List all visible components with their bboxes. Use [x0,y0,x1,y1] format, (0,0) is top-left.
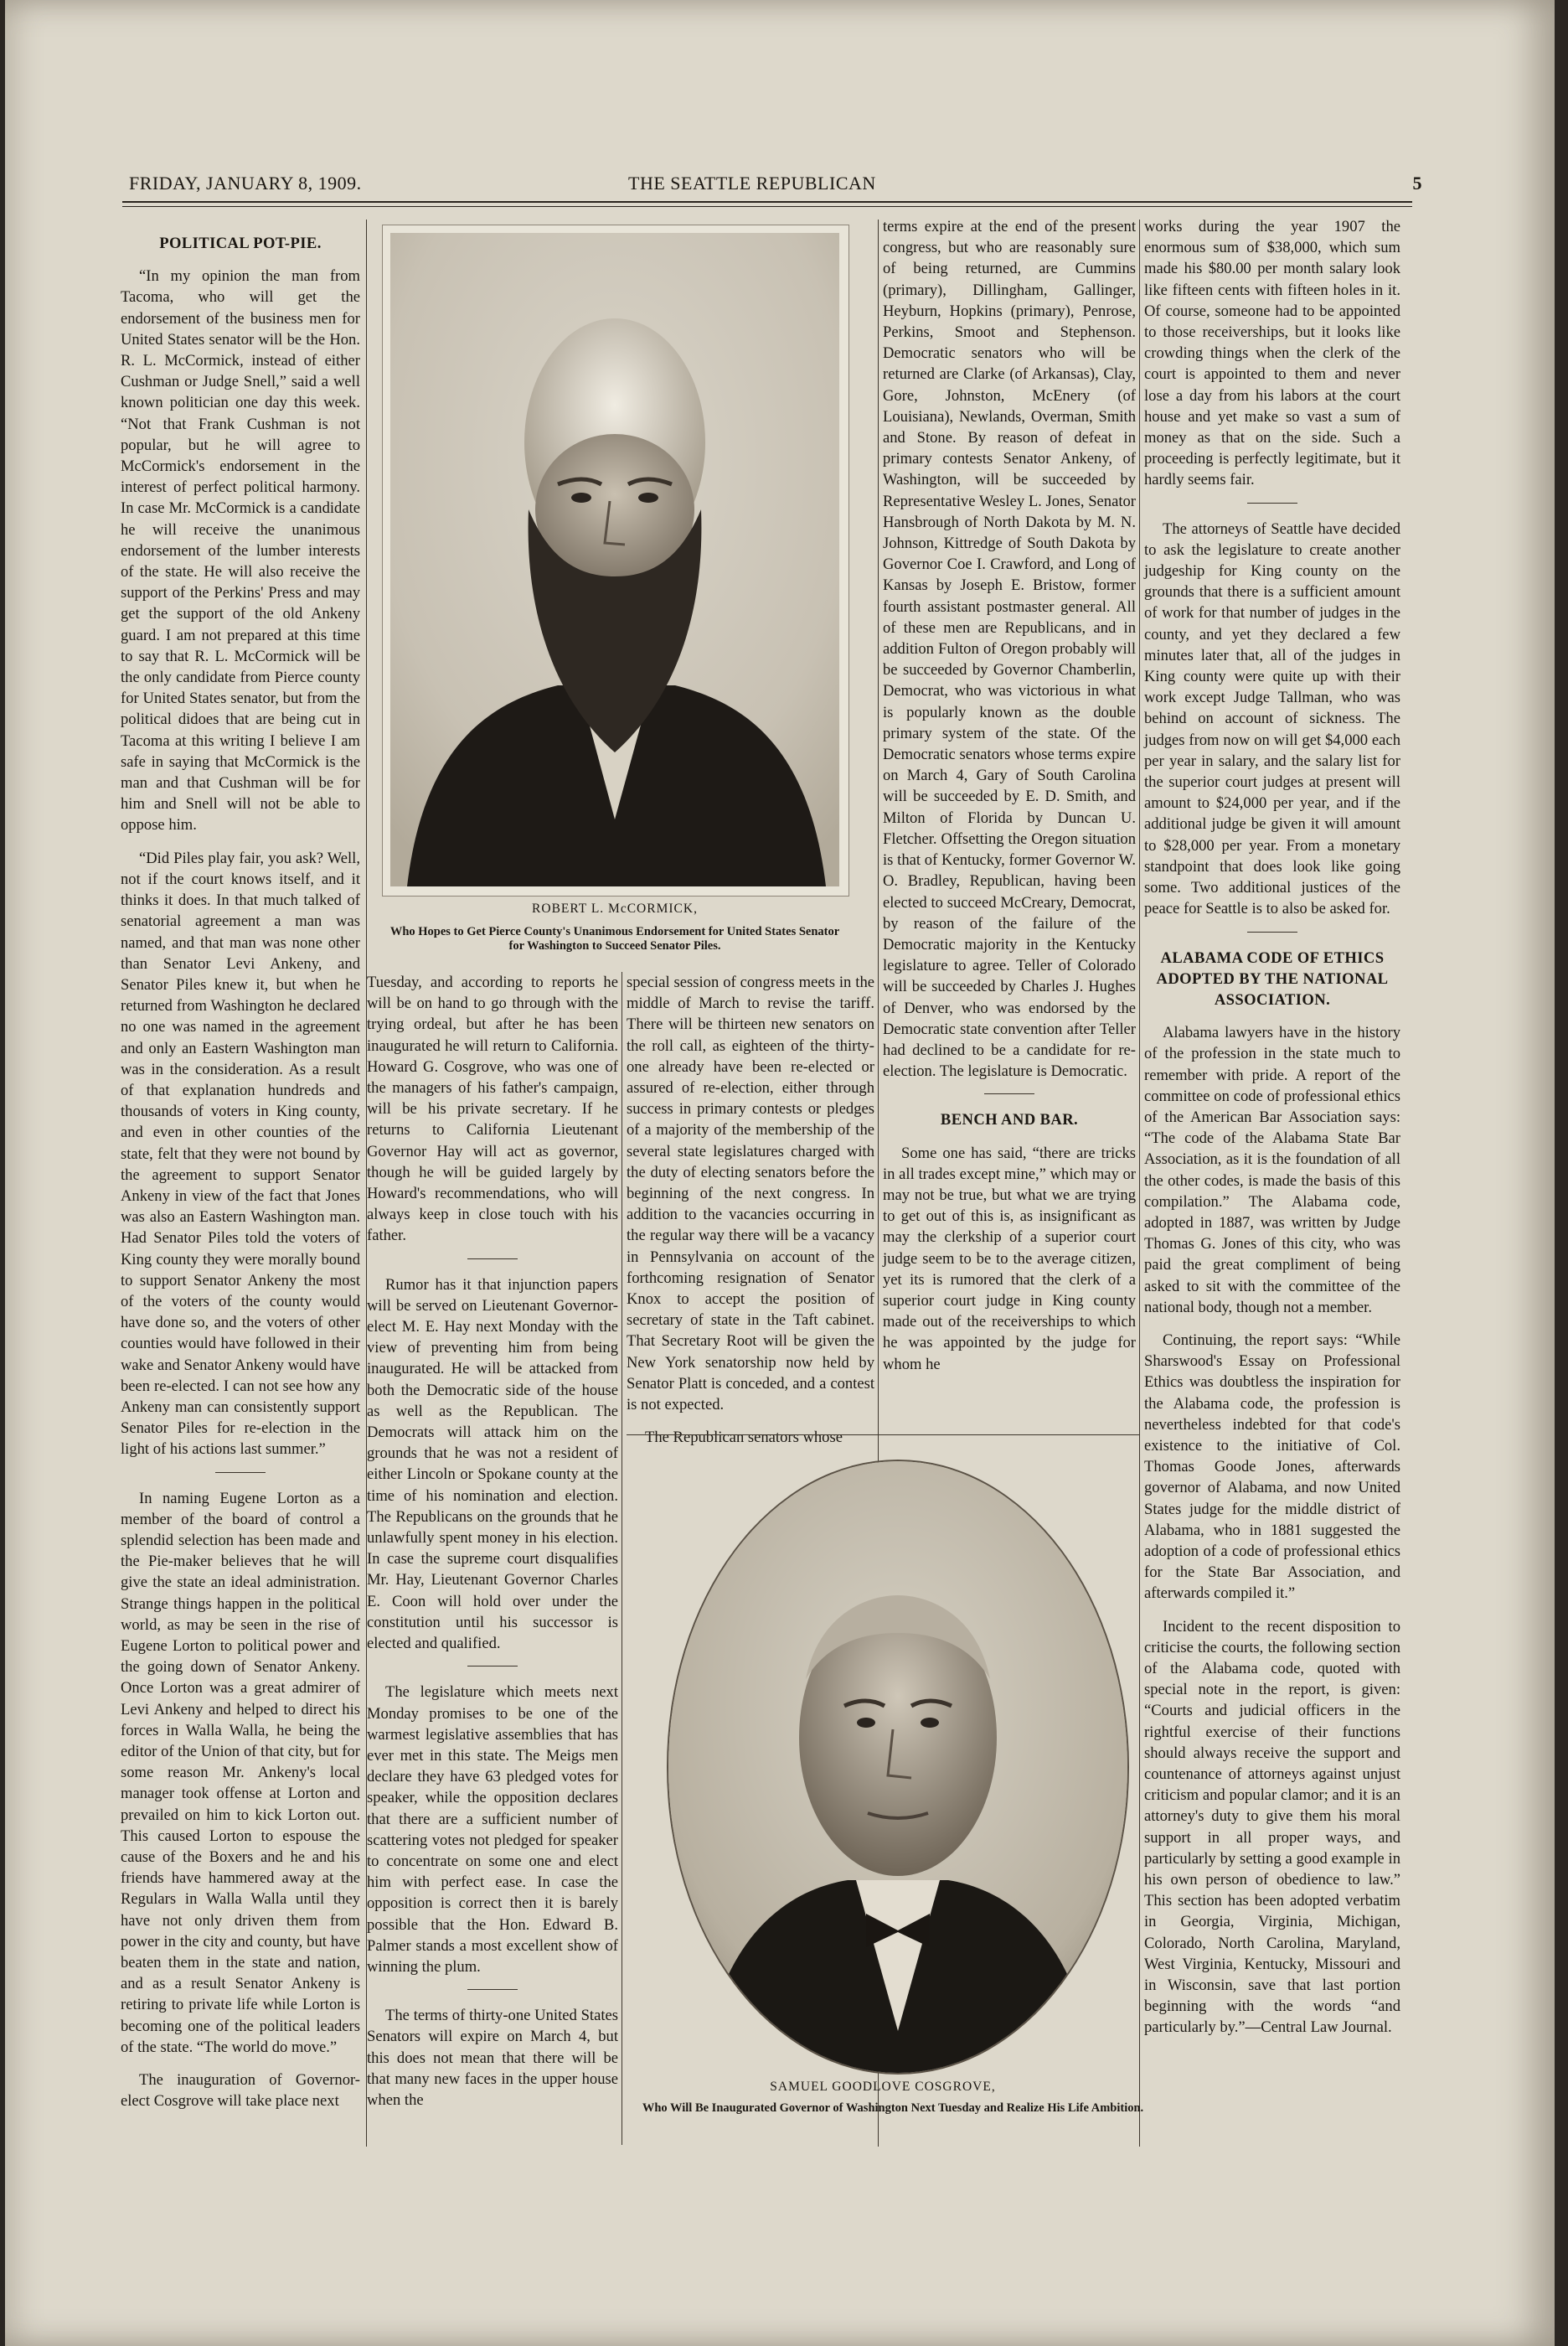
article-paragraph: Continuing, the report says: “While Sharswood's Essay on Professional Ethics was doubtless the inspiration for the Alabama code, the profession is nevertheless indebted for that code's existence to the initiative of Col. Thomas Goode Jones, afterwards governor of Alabama, and now United States judge for the middle district of Alabama, who in 1881 suggested the adoption of a code of professional ethics for the State Bar Association, and afterwards compiled it.” [1144,1331,1400,1603]
caption-mccormick: Who Hopes to Get Pierce County's Unanimous Endorsement for United States Senator for Washington to Succeed Senator Piles. [389,925,840,953]
caption-name-cosgrove: SAMUEL GOODLOVE COSGROVE, [770,2080,996,2094]
section-divider [1247,932,1297,933]
article-paragraph: Alabama lawyers have in the history of the profession in the state much to remember with pride. A report of the committee on code of professional ethics of the American Bar Association says: “The code of the Alabama State Bar Association, as it is the foundation of all the other codes, is made the basis of this compilation.” The Alabama code, adopted in 1887, was written by Judge Thomas G. Jones of this city, who was paid the great compliment of being asked to sit with the committee of the national body, though not a member. [1144,1024,1400,1316]
caption-name-mccormick: ROBERT L. McCORMICK, [532,902,698,916]
column-3 [627,972,874,1460]
page-number: 5 [1412,173,1422,194]
column-rule [1139,220,1140,2147]
heading-political-pot-pie: POLITICAL POT-PIE. [159,235,322,252]
column-4 [883,216,1136,1387]
article-paragraph: “Did Piles play fair, you ask? Well, not if the court knows itself, and it thinks it does. In that much talked of senatorial agreement a man was named, and that man was none other than Senator Levi Ankeny, and Senator Piles knew it, but when he returned from Washington he declared no one was named in the agreement and only an Eastern Washington man was in the consideration. As a result of that explanation hundreds and thousands of voters in King county, and even in other counties of the state, felt that they were not bound by the agreement to support Senator Ankeny in view of the fact that Jones was also an Eastern Washington man. Had Senator Piles told the voters of King county they were morally bound to support Senator Ankeny the most of the voters of the county would have done so, and the voters of other counties would have followed in their wake and Senator Ankeny would have been re-elected. I can not see how any Ankeny man can consistently support Senator Piles for re-election in the light of his actions last summer.” [121,849,360,1459]
masthead-rule [122,201,1412,203]
masthead-rule-thin [122,206,1412,207]
article-paragraph: Some one has said, “there are tricks in all trades except mine,” which may or may not be true, but what we are trying to get out of this is, as insignificant as may the clerkship of a superior court judge seem to be to the average citizen, yet its is rumored that the clerk of a superior court judge in King county made out of the receiverships to which he was appointed by the judge for whom he [883,1144,1136,1373]
article-paragraph: In naming Eugene Lorton as a member of the board of control a splendid selection has been made and the Pie-maker believes that he will give the state an ideal administration. Strange things happen in the political world, as may be seen in the rise of Eugene Lorton to political power and the going down of Senator Ankeny. Once Lorton was a great admirer of Levi Ankeny and helped to direct his forces in Walla Walla, he being the editor of the Union of that city, but for some reason Mr. Ankeny's local manager took offense at Lorton and prevailed on him to kick Lorton out. This caused Lorton to espouse the cause of the Boxers and he and his friends have hammered away at the Regulars in Walla Walla until they have not only driven them from power in the city and county, but have beaten them in the state and nation, and as a result Senator Ankeny is retiring to private life while Lorton is becoming one of the political leaders of the state. “The world do move.” [121,1489,360,2056]
column-2 [367,972,618,2122]
article-paragraph: The attorneys of Seattle have decided to ask the legislature to create another judgeship for King county on the grounds that there is a sufficient amount of work for that number of judges in the county, and yet they declared a few minutes later that, all of the judges in King county were quite up with their work except Judge Tallman, who was behind on account of sickness. The judges from now on will get $4,000 each per year in salary, and the salary list for the superior court judges at present will amount to $24,000 per year, and if the additional judge be given it will amount to $28,000 per year. From a monetary standpoint that does look like going some. Two additional justices of the peace for Seattle is to also be asked for. [1144,519,1400,918]
newspaper-page [5,0,1555,2346]
section-rule [627,1434,1139,1435]
section-divider [984,1093,1034,1094]
portrait-mccormick [390,233,839,886]
article-paragraph: The terms of thirty-one United States Senators will expire on March 4, but this does not mean that there will be that many new faces in the upper house when the [367,2007,618,2109]
newspaper-title: THE SEATTLE REPUBLICAN [628,173,876,194]
section-divider [467,1258,518,1259]
caption-cosgrove: Who Will Be Inaugurated Governor of Washington Next Tuesday and Realize His Life Ambition. [642,2101,1144,2115]
section-divider [215,1472,266,1473]
article-paragraph: Incident to the recent disposition to criticise the courts, the following section of the Alabama code, quoted with special note in the report, is given: “Courts and judicial officers in the rightful exercise of their functions should always receive the support and countenance of attorneys against unjust criticism and popular clamor; and it is an attorney's duty to give them his moral support in all proper ways, and particularly by setting a good example in his own person of obedience to law.” This section has been adopted verbatim in Georgia, Virginia, Michigan, Colorado, North Carolina, Maryland, West Virginia, Kentucky, Missouri and in Wisconsin, save that last portion beginning with the words “and particularly by.”—Central Law Journal. [1144,1617,1400,2037]
issue-date: FRIDAY, JANUARY 8, 1909. [129,173,362,194]
article-paragraph: works during the year 1907 the enormous sum of $38,000, which sum made his $80.00 per month salary look like fifteen cents with fifteen holes in it. Of course, someone had to be appointed to those receiverships, but it looks like crowding things when the clerk of the court is appointed to them and never lose a day from his labors at the court house and yet make so vast a sum of money as that on the side. Such a proceeding is perfectly legitimate, but it hardly seems fair. [1144,218,1400,489]
article-paragraph: terms expire at the end of the present congress, but who are reasonably sure of being returned, are Cummins (primary), Dillingham, Gallinger, Heyburn, Hopkins (primary), Penrose, Perkins, Smoot and Stephenson. Democratic senators who will be returned are Clarke (of Arkansas), Clay, Gore, Johnston, McEnery (of Louisiana), Newlands, Overman, Smith and Stone. By reason of defeat in primary contests Senator Ankeny, of Washington, will be succeeded by Representative Wesley L. Jones, Senator Hansbrough of North Dakota by M. N. Johnson, Kittredge of South Dakota by Governor Coe I. Crawford, and Long of Kansas by Joseph E. Bristow, former fourth assistant postmaster general. All of these men are Republicans, and in addition Fulton of Oregon probably will be succeeded by Governor Chamberlin, Democrat, who was victorious in what is popularly known as the double primary system of the state. Of the Democratic senators whose terms expire on March 4, Gary of South Carolina will be succeeded by E. D. Smith, and Milton of Florida by Duncan U. Fletcher. Offsetting the Oregon situation is that of Kentucky, former Governor W. O. Bradley, Republican, having been elected to succeed McCreary, Democrat, by reason of the failure of the Democratic majority in the Kentucky legislature to agree. Teller of Colorado will be succeeded by Charles J. Hughes of Denver, who was endorsed by the Democratic state convention after Teller had declined to be a candidate for re-election. The legislature is Democratic. [883,218,1136,1081]
heading-bench-and-bar: BENCH AND BAR. [940,1111,1079,1129]
portrait-cosgrove [667,1460,1129,2075]
article-paragraph: Tuesday, and according to reports he will be on hand to go through with the trying ordeal, but after he has been inaugurated he will return to California. Howard G. Cosgrove, who was one of the managers of his father's campaign, will be his private secretary. If he returns to California Lieutenant Governor Hay will act as governor, though he will be guided largely by Howard's recommendations, who will always keep in close touch with his father. [367,974,618,1245]
section-divider [1247,503,1297,504]
article-paragraph: Rumor has it that injunction papers will be served on Lieutenant Governor-elect M. E. Hay next Monday with the view of preventing him from being inaugurated. He will be attacked from both the Democratic side of the house as well as the Republican. The Democrats will attack him on the grounds that he was not a resident of either Lincoln or Spokane county at the time of his nomination and election. The Republicans on the grounds that he unlawfully spent money in his election. In case the supreme court disqualifies Mr. Hay, Lieutenant Governor Charles E. Coon will hold over under the constitution until his successor is elected and qualified. [367,1275,618,1653]
column-5 [1144,216,1400,2050]
heading-alabama-code: ALABAMA CODE OF ETHICS ADOPTED BY THE NATIONAL ASSOCIATION. [1156,948,1389,1009]
article-paragraph: The inauguration of Governor-elect Cosgrove will take place next [121,2071,360,2111]
article-paragraph: The Republican senators whose [645,1429,843,1447]
article-paragraph: special session of congress meets in the middle of March to revise the tariff. There will be thirteen new senators on the roll call, as eighteen of the thirty-one already have been re-elected or assured of re-election, either through success in primary contests or pledges of a majority of the membership of the several state legislatures charged with the duty of electing senators before the beginning of the next congress. In addition to the vacancies occurring in the regular way there will be a vacancy in Pennsylvania on account of the forthcoming resignation of Senator Knox to accept the position of secretary of state in the Taft cabinet. That Secretary Root will be given the New York senatorship now held by Senator Platt is conceded, and a contest is not expected. [627,974,874,1414]
column-political-pot-pie [121,225,360,2123]
article-paragraph: “In my opinion the man from Tacoma, who will get the endorsement of the business men for United States senator will be the Hon. R. L. McCormick, instead of either Cushman or Judge Snell,” said a well known politician one day this week. “Not that Frank Cushman is not popular, but he will agree to McCormick's endorsement in the interest of perfect political harmony. In case Mr. McCormick is a candidate he will receive the unanimous endorsement of the lumber interests of the state. He will also receive the support of the Perkins' Press and may get the support of the old Ankeny guard. I am not prepared at this time to say that R. L. McCormick will be the only candidate from Pierce county for United States senator, but from the political didoes that are being cut in Tacoma at this writing I believe I am safe in saying that McCormick is the man and that Cushman will be for him and Snell will not be able to oppose him. [121,267,360,835]
article-paragraph: The legislature which meets next Monday promises to be one of the warmest legislative assemblies that has ever met in this state. The Meigs men declare they have 63 pledged votes for speaker, while the opposition declares that there are a sufficient number of scattering votes not pledged for speaker to concentrate on some one and elect him with perfect ease. In case the opposition is correct then it is barely possible that the Hon. Edward B. Palmer stands a most excellent show of winning the plum. [367,1683,618,1976]
masthead [122,168,1422,201]
section-divider [467,1989,518,1990]
